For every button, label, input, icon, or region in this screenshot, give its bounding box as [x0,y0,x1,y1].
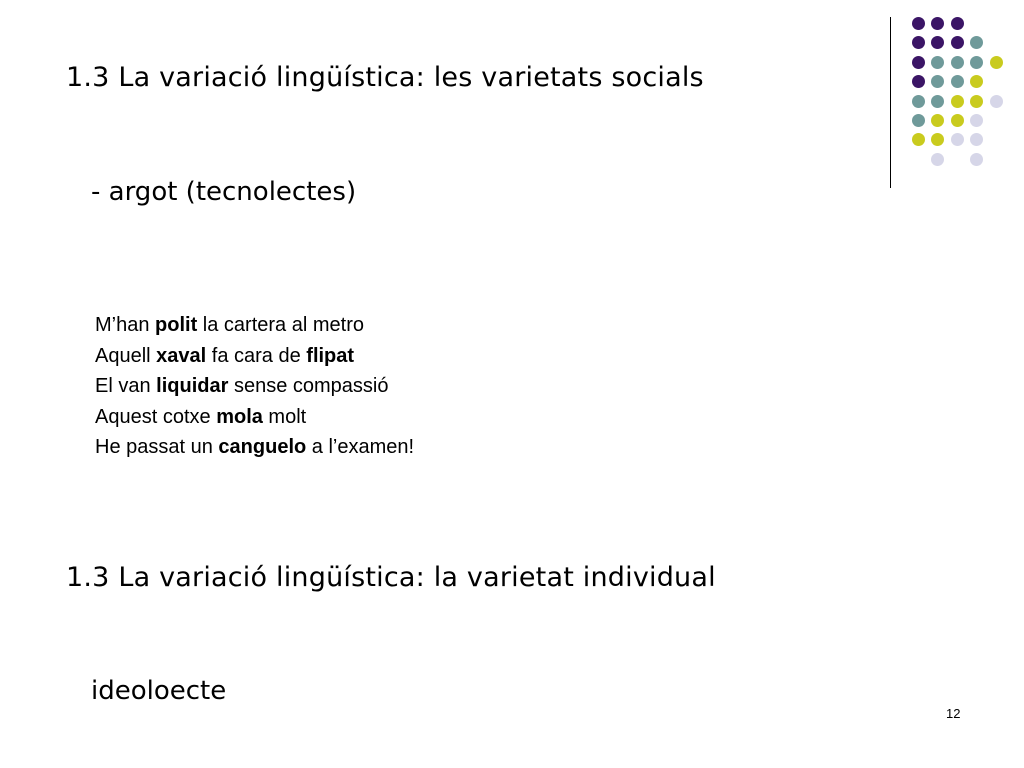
example-text: He passat un [95,436,219,458]
slang-word: xaval [156,344,207,367]
slang-word: polit [155,314,198,336]
decorative-dot [931,153,944,166]
decorative-dot [970,114,983,127]
example-text: M’han [95,314,156,336]
decorative-dot [951,56,964,69]
decorative-dot [990,95,1003,108]
example-text: Aquell [95,344,157,367]
example-text: Aquest cotxe [95,405,217,428]
decorative-dot [990,56,1003,69]
decorative-dot [951,114,964,127]
heading-social-varieties: 1.3 La variació lingüística: les varietats socials [66,62,704,93]
example-text: sense compassió [228,375,389,397]
decorative-divider [890,17,891,188]
decorative-dot [970,75,983,88]
example-text: El van [95,375,157,397]
decorative-dot [912,17,925,30]
decorative-dot [951,75,964,88]
decorative-dot [912,95,925,108]
decorative-dot [931,56,944,69]
decorative-dot [912,114,925,127]
slang-word: canguelo [218,436,307,458]
example-text: la cartera al metro [197,314,364,336]
decorative-dot [951,36,964,49]
decorative-dot [912,36,925,49]
decorative-dot [931,36,944,49]
decorative-dot [970,153,983,166]
decorative-dot [970,133,983,146]
decorative-dot [951,95,964,108]
example-line [95,371,414,402]
slang-word: mola [216,405,263,428]
decorative-dot [912,56,925,69]
example-line [95,341,414,372]
example-line [95,310,414,341]
heading-individual-variety: 1.3 La variació lingüística: la varietat individual [66,562,716,593]
example-line [95,432,414,463]
decorative-dot [931,17,944,30]
example-text: a l’examen! [306,436,415,458]
decorative-dot [931,95,944,108]
page-number: 12 [946,706,961,721]
slang-word: flipat [306,344,355,367]
decorative-dot [970,36,983,49]
decorative-dot [931,133,944,146]
example-text: molt [262,405,307,428]
decorative-dot [970,56,983,69]
decorative-dot [951,133,964,146]
decorative-dot [970,95,983,108]
decorative-dot [951,17,964,30]
example-text: fa cara de [206,344,307,367]
decorative-dot [931,75,944,88]
decorative-dot [931,114,944,127]
slang-word: liquidar [156,375,229,397]
decorative-dot [912,133,925,146]
subheading-idiolect: ideoloecte [91,676,227,706]
decorative-dot [912,75,925,88]
examples-list [95,310,414,463]
example-line [95,402,414,433]
subheading-argot: - argot (tecnolectes) [91,177,357,207]
